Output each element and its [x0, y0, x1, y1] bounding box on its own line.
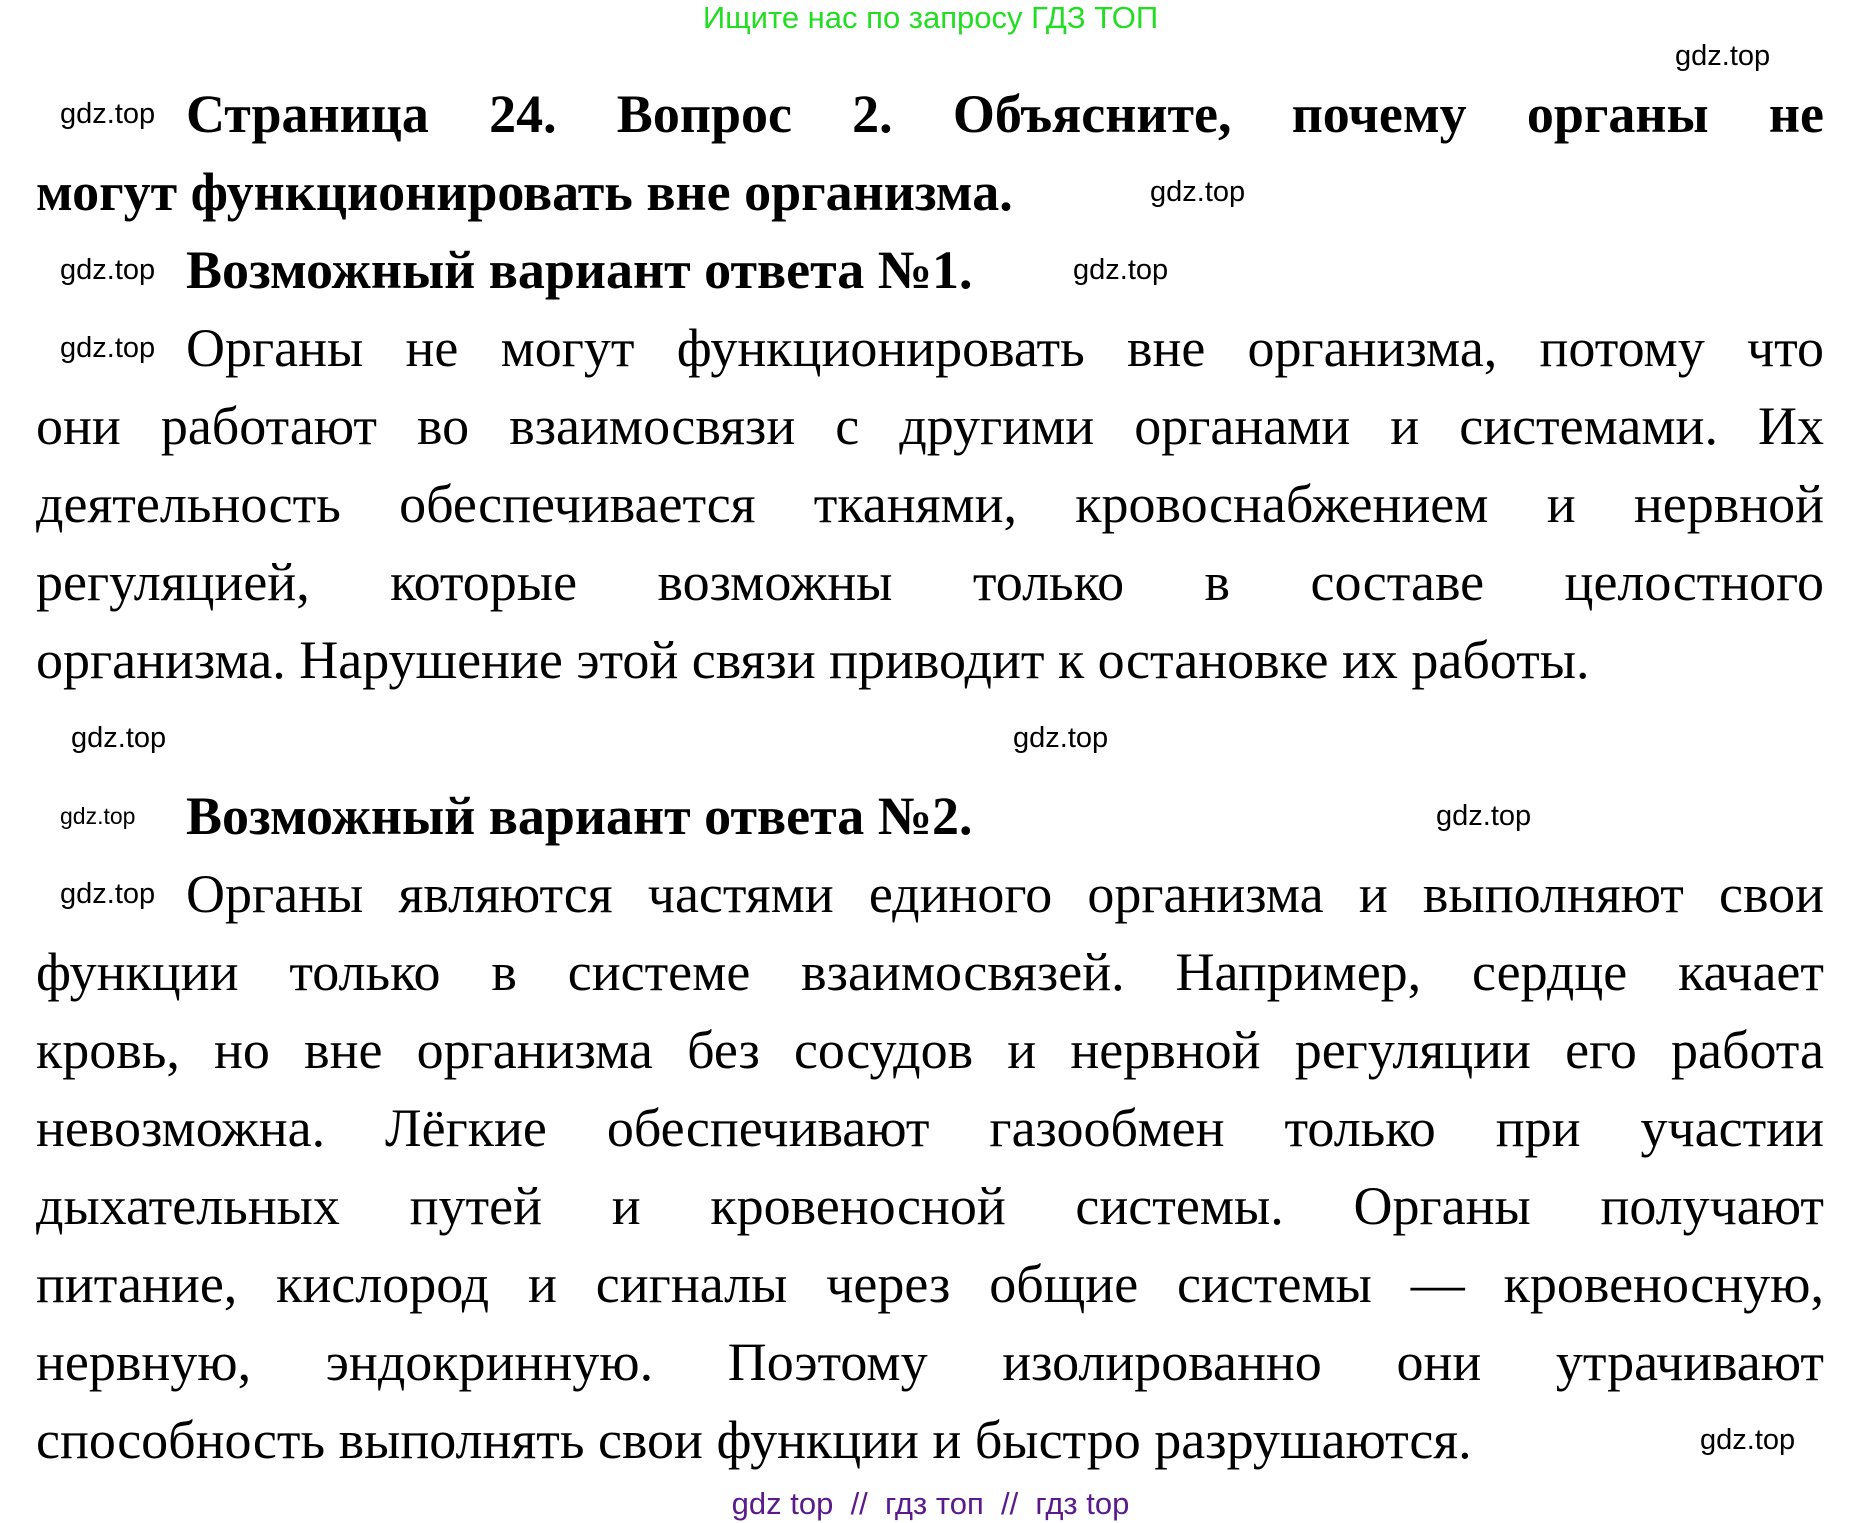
- watermark: gdz.top: [71, 722, 167, 754]
- answer-1-line: регуляцией, которые возможны только в составе целостного: [36, 552, 1824, 612]
- watermark: gdz.top: [1675, 40, 1771, 72]
- answer-2-line: невозможна. Лёгкие обеспечивают газообмен только при участии: [36, 1098, 1824, 1158]
- watermark: gdz.top: [60, 98, 156, 130]
- answer-2-line: дыхательных путей и кровеносной системы. Органы получают: [36, 1176, 1824, 1236]
- answer-1-title: Возможный вариант ответа №1.: [186, 240, 973, 300]
- answer-1-line: они работают во взаимосвязи с другими органами и системами. Их: [36, 396, 1824, 456]
- answer-2-line: питание, кислород и сигналы через общие системы — кровеносную,: [36, 1254, 1824, 1314]
- answer-1-line: деятельность обеспечивается тканями, кровоснабжением и нервной: [36, 474, 1824, 534]
- watermark: gdz.top: [1073, 254, 1169, 286]
- question-line: Страница 24. Вопрос 2. Объясните, почему органы не: [186, 84, 1824, 144]
- answer-2-line: нервную, эндокринную. Поэтому изолированно они утрачивают: [36, 1332, 1824, 1392]
- footer-links: gdz top // гдз топ // гдз top: [731, 1486, 1130, 1521]
- watermark: gdz.top: [1013, 722, 1109, 754]
- answer-2-line: способность выполнять свои функции и быстро разрушаются.: [36, 1410, 1472, 1470]
- answer-1-line: организма. Нарушение этой связи приводит к остановке их работы.: [36, 630, 1590, 690]
- watermark: gdz.top: [60, 803, 136, 829]
- question-line: могут функционировать вне организма.: [36, 162, 1013, 222]
- watermark: gdz.top: [60, 878, 156, 910]
- answer-2-line: кровь, но вне организма без сосудов и нервной регуляции его работа: [36, 1020, 1824, 1080]
- answer-2-title: Возможный вариант ответа №2.: [186, 786, 973, 846]
- watermark: gdz.top: [60, 332, 156, 364]
- watermark: gdz.top: [60, 254, 156, 286]
- answer-1-line: Органы не могут функционировать вне организма, потому что: [186, 318, 1824, 378]
- search-hint-banner: Ищите нас по запросу ГДЗ ТОП: [702, 0, 1159, 35]
- answer-2-line: функции только в системе взаимосвязей. Например, сердце качает: [36, 942, 1824, 1002]
- watermark: gdz.top: [1150, 176, 1246, 208]
- watermark: gdz.top: [1436, 800, 1532, 832]
- watermark: gdz.top: [1700, 1424, 1796, 1456]
- answer-2-line: Органы являются частями единого организма и выполняют свои: [186, 864, 1824, 924]
